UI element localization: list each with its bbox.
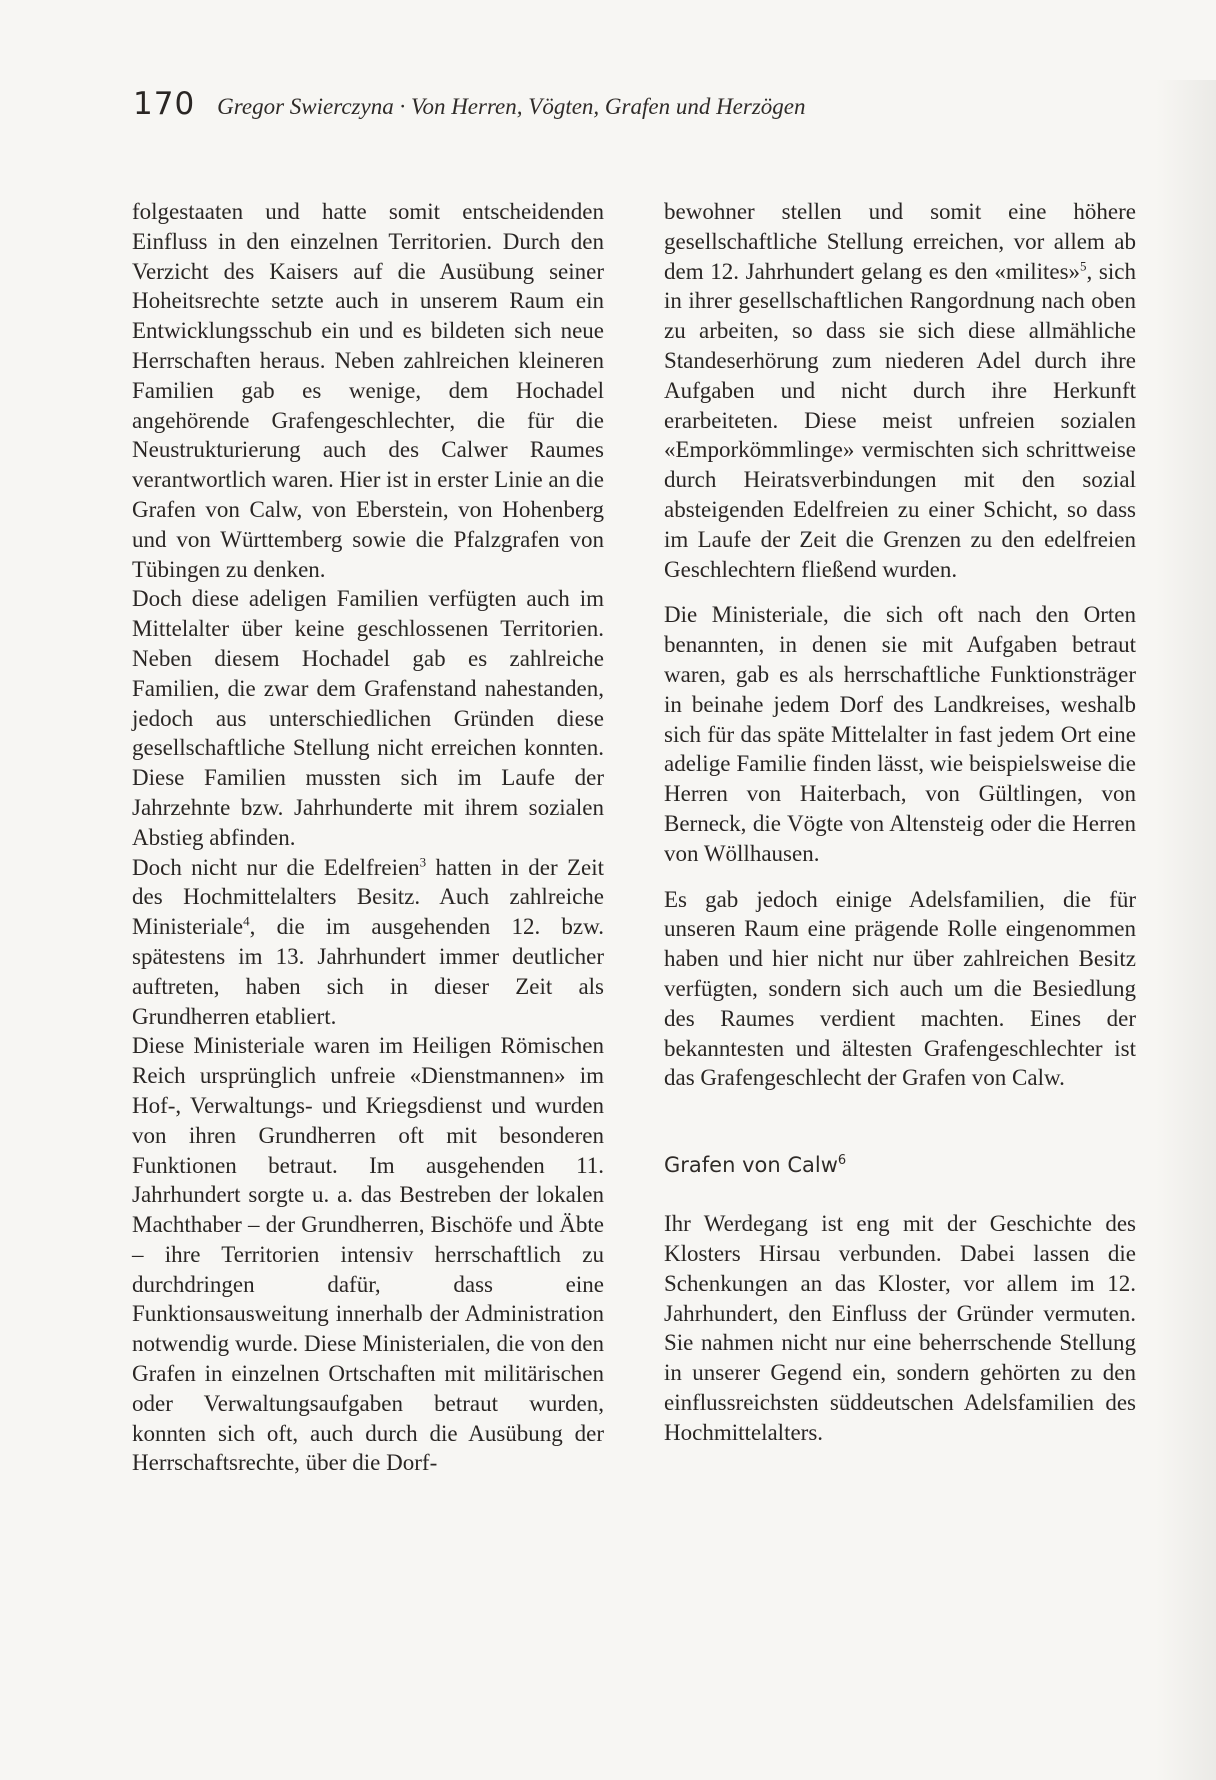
section-heading [664,1151,1136,1179]
page-edge-shadow [1156,80,1216,1780]
paragraph [132,853,604,1032]
page-header [133,86,1133,130]
text-run: , die im ausgehenden 12. bzw. spätestens im 13. Jahrhundert immer deutlicher auftreten, haben sich in dieser Zeit als Grundherren etabliert. [132,914,604,1029]
paragraph: Ihr Werdegang ist eng mit der Geschichte des Klosters Hirsau verbunden. Dabei lassen die Schenkungen an das Kloster, vor allem im 12. Jahrhundert, den Einfluss der Gründer vermuten. Sie nahmen nicht nur eine beherrschende Stellung in unserer Gegend ein, sondern gehörten zu den einflussreichsten süddeutschen Adelsfamilien des Hochmittelalters. [664,1211,1136,1445]
footnote-ref-5: 5 [1080,257,1087,273]
text-run: hatten in der Zeit des Hochmittelalters Besitz. Auch zahlreiche Ministeriale [132,854,604,940]
text-run: bewohner stellen und somit eine höhere gesellschaftliche Stellung erreichen, vor allem ab dem 12. Jahrhundert gelang es den «milites» [664,199,1136,284]
running-head: Gregor Swierczyna · Von Herren, Vögten, Grafen und Herzögen [217,94,806,119]
right-column [664,197,1136,1463]
footnote-ref-6: 6 [837,1153,847,1169]
text-run: Doch nicht nur die Edelfreien [132,854,420,880]
heading-text: Grafen von Calw [664,1153,838,1178]
paragraph: Die Ministeriale, die sich oft nach den Orten benannten, in denen sie mit Aufgaben betraut waren, gab es als herrschaftliche Funktionsträger in beinahe jedem Dorf des Landkreises, weshalb sich für das späte Mittelalter in fast jedem Ort eine adelige Familie finden lässt, wie beispielsweise die Herren von Haiterbach, von Gültlingen, von Berneck, die Vögte von Altensteig oder die Herren von Wöllhausen. [664,602,1136,866]
left-column [132,197,604,1478]
paragraph: Es gab jedoch einige Adelsfamilien, die für unseren Raum eine prägende Rolle eingenommen haben und hier nicht nur über zahlreichen Besitz verfügten, sondern sich auch um die Besiedlung des Raumes verdient machten. Eines der bekanntesten und ältesten Grafengeschlechter ist das Grafengeschlecht der Grafen von Calw. [664,886,1136,1091]
paragraph [664,197,1136,584]
footnote-ref-3: 3 [419,853,427,869]
footnote-ref-4: 4 [243,913,250,929]
paragraph: folgestaaten und hatte somit entscheidenden Einfluss in den einzelnen Territorien. Durch den Verzicht des Kaisers auf die Ausübung seiner Hoheitsrechte setzte auch in unserem Raum ein Entwicklungsschub ein und es bildeten sich neue Herrschaften heraus. Neben zahlreichen kleineren Familien gab es wenige, dem Hochadel angehörende Grafengeschlechter, die für die Neustrukturierung auch des Calwer Raumes verantwortlich waren. Hier ist in erster Linie an die Grafen von Calw, von Eberstein, von Hohenberg und von Württemberg sowie die Pfalzgrafen von Tübingen zu denken. [132,199,604,582]
paragraph: Diese Ministeriale waren im Heiligen Römischen Reich ursprünglich unfreie «Dienstmannen» im Hof-, Verwaltungs- und Kriegsdienst und wurden von ihren Grundherren oft mit besonderen Funktionen betraut. Im ausgehenden 11. Jahrhundert sorgte u. a. das Bestreben der lokalen Machthaber – der Grundherren, Bischöfe und Äbte – ihre Territorien intensiv herrschaftlich zu durchdringen dafür, dass eine Funktionsausweitung innerhalb der Administration notwendig wurde. Diese Ministerialen, die von den Grafen in einzelnen Ortschaften mit militärischen oder Verwaltungsaufgaben betraut wurden, konnten sich oft, auch durch die Ausübung der Herrschaftsrechte, über die Dorf- [132,1033,604,1476]
text-run: , sich in ihrer gesellschaftlichen Rangordnung nach oben zu arbeiten, so dass sie sich diese allmähliche Standeserhörung zum niederen Adel durch ihre Aufgaben und nicht durch ihre Herkunft erarbeiteten. Diese meist unfreien sozialen «Emporkömmlinge» vermischten sich schrittweise durch Heiratsverbindungen mit den sozial absteigenden Edelfreien zu einer Schicht, so dass im Laufe der Zeit die Grenzen zu den edelfreien Geschlechtern fließend wurden. [664,258,1136,582]
paragraph: Doch diese adeligen Familien verfügten auch im Mittelalter über keine geschlossenen Territorien. Neben diesem Hochadel gab es zahlreiche Familien, die zwar dem Grafenstand nahestanden, jedoch aus unterschiedlichen Gründen diese gesellschaftliche Stellung nicht erreichen konnten. Diese Familien mussten sich im Laufe der Jahrzehnte bzw. Jahrhunderte mit ihrem sozialen Abstieg abfinden. [132,586,604,850]
page-number: 170 [133,86,196,122]
